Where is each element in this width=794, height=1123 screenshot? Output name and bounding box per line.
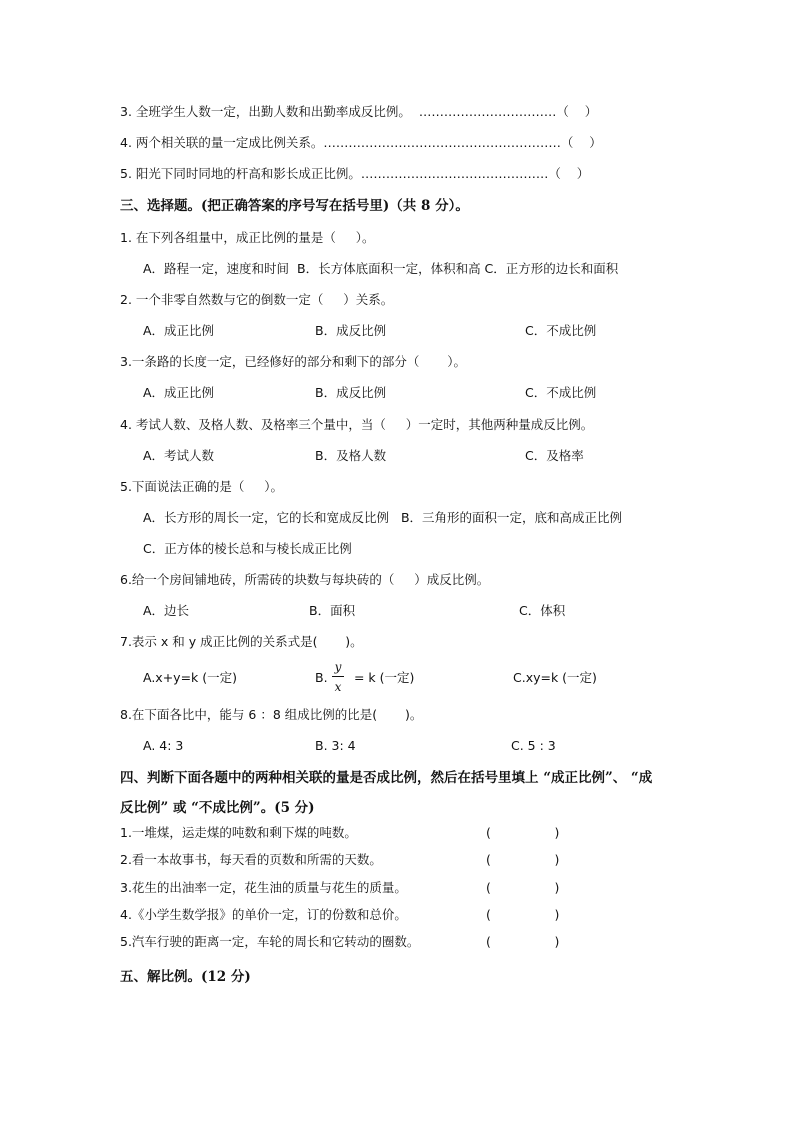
q6-text: 6.给一个房间铺地砖，所需砖的块数与每块砖的（ ）成反比例。 <box>120 572 490 587</box>
judge-item-4: 4. 两个相关联的量一定成比例关系。…………………………………………………（ ） <box>120 135 602 150</box>
q8-text: 8.在下面各比中，能与 6 ：8 组成比例的比是( )。 <box>120 707 423 722</box>
q7-option-c: C.xy=k (一定) <box>513 670 597 685</box>
judge2-item-4: 4.《小学生数学报》的单价一定，订的份数和总价。 <box>120 907 407 922</box>
q7-option-b-prefix: B. <box>315 670 328 685</box>
section-3-heading: 三、选择题。(把正确答案的序号写在括号里)（共 8 分）。 <box>120 198 469 214</box>
q1-text: 1. 在下列各组量中，成正比例的量是（ ）。 <box>120 230 375 245</box>
q5-options-ab: A．长方形的周长一定，它的长和宽成反比例 B．三角形的面积一定，底和高成正比例 <box>143 510 623 525</box>
judge2-bracket-5: ( ) <box>486 934 560 949</box>
q2-option-a: A．成正比例 <box>143 323 215 338</box>
judge2-item-3: 3.花生的出油率一定，花生油的质量与花生的质量。 <box>120 880 407 895</box>
q3-text: 3.一条路的长度一定，已经修好的部分和剩下的部分（ ）。 <box>120 354 466 369</box>
section-5-heading: 五、解比例。(12 分) <box>120 969 251 985</box>
q4-option-c: C．及格率 <box>525 448 584 463</box>
q6-option-c: C．体积 <box>519 603 566 618</box>
section-4-heading-line2: 反比例” 或 “不成比例”。(5 分) <box>120 800 315 816</box>
judge-item-5: 5. 阳光下同时同地的杆高和影长成正比例。………………………………………（ ） <box>120 166 590 181</box>
q7-option-a: A.x+y=k (一定) <box>143 670 238 685</box>
q6-option-a: A．边长 <box>143 603 190 618</box>
judge2-bracket-3: ( ) <box>486 880 560 895</box>
q4-option-b: B．及格人数 <box>315 448 387 463</box>
q5-option-c: C．正方体的棱长总和与棱长成正比例 <box>143 541 352 556</box>
judge2-item-5: 5.汽车行驶的距离一定，车轮的周长和它转动的圈数。 <box>120 934 420 949</box>
q3-option-b: B．成反比例 <box>315 385 387 400</box>
q5-text: 5.下面说法正确的是（ ）。 <box>120 479 284 494</box>
q2-option-c: C．不成比例 <box>525 323 597 338</box>
judge2-item-2: 2.看一本故事书，每天看的页数和所需的天数。 <box>120 852 382 867</box>
q3-option-c: C．不成比例 <box>525 385 597 400</box>
q7-text: 7.表示 x 和 y 成正比例的关系式是( )。 <box>120 634 363 649</box>
q7-fraction-numerator: y <box>334 660 342 674</box>
q8-option-a: A. 4: 3 <box>143 738 184 753</box>
q6-option-b: B．面积 <box>309 603 356 618</box>
judge2-bracket-1: ( ) <box>486 825 560 840</box>
q3-option-a: A．成正比例 <box>143 385 215 400</box>
q7-fraction-denominator: x <box>334 680 342 694</box>
q8-option-b: B. 3: 4 <box>315 738 356 753</box>
judge2-bracket-2: ( ) <box>486 852 560 867</box>
q2-option-b: B．成反比例 <box>315 323 387 338</box>
q8-option-c: C. 5 : 3 <box>511 738 556 753</box>
q7-fraction-bar <box>332 676 344 677</box>
judge-item-3: 3. 全班学生人数一定，出勤人数和出勤率成反比例。 ……………………………（ ） <box>120 104 598 119</box>
section-4-heading-line1: 四、判断下面各题中的两种相关联的量是否成比例，然后在括号里填上 “成正比例”、 “成 <box>120 770 653 786</box>
q4-option-a: A．考试人数 <box>143 448 215 463</box>
judge2-bracket-4: ( ) <box>486 907 560 922</box>
q2-text: 2. 一个非零自然数与它的倒数一定（ ）关系。 <box>120 292 394 307</box>
q4-text: 4. 考试人数、及格人数、及格率三个量中，当（ ）一定时，其他两种量成反比例。 <box>120 417 594 432</box>
q1-options: A．路程一定，速度和时间 B．长方体底面积一定，体积和高 C．正方形的边长和面积 <box>143 261 619 276</box>
q7-option-b-suffix: = k (一定) <box>350 670 415 685</box>
judge2-item-1: 1.一堆煤，运走煤的吨数和剩下煤的吨数。 <box>120 825 357 840</box>
